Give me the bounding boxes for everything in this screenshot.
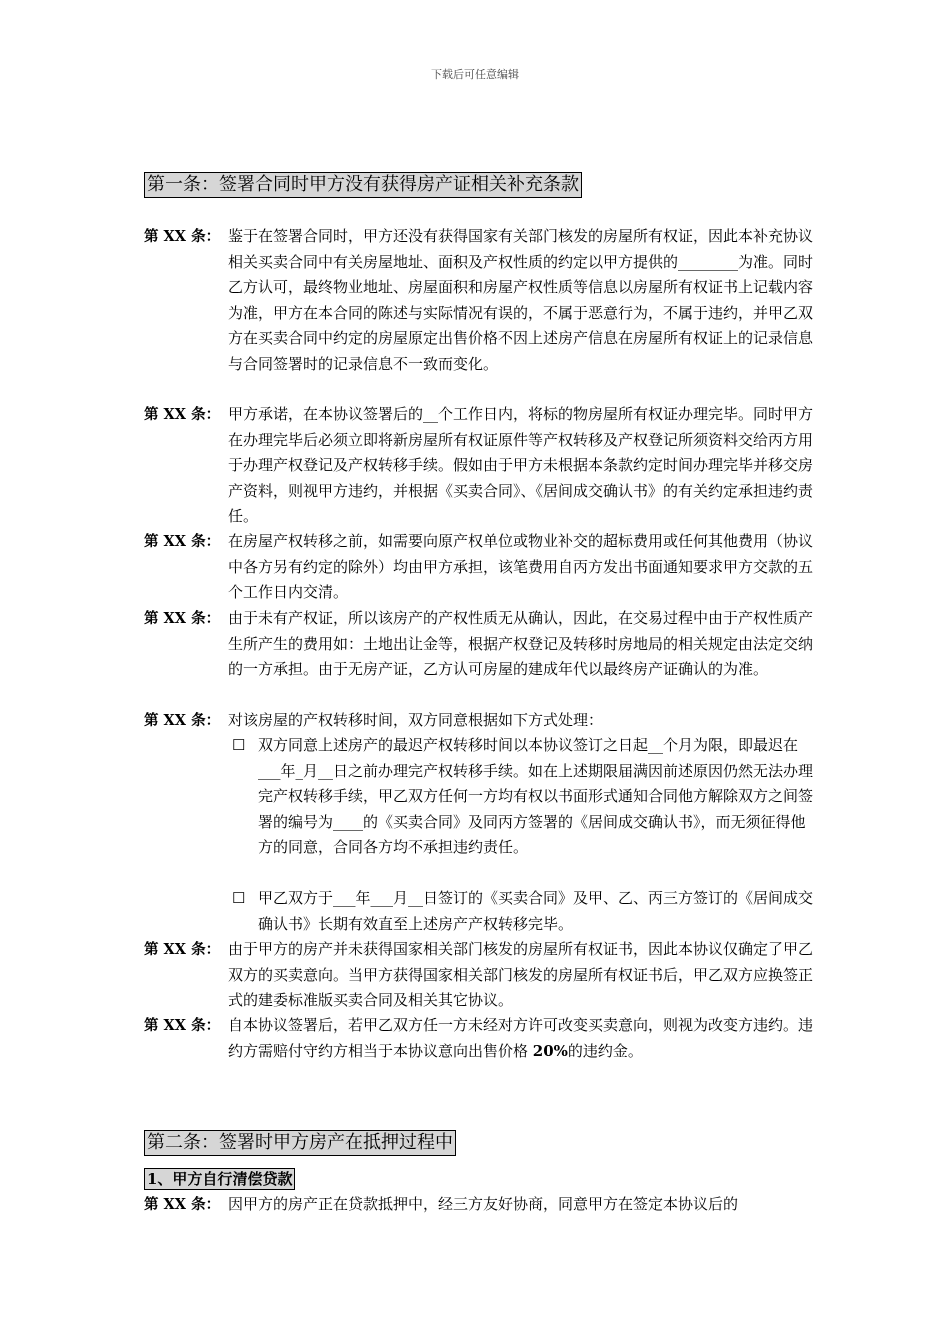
clause-text-part: 自本协议签署后，若甲乙双方任一方未经对方许可改变买卖意向，则视为改变方违约。违约方需赔付守约方相当于本协议意向出售价格 (228, 1016, 814, 1060)
checkbox-icon[interactable]: ☐ (232, 736, 246, 754)
clause-text-part: 的违约金。 (567, 1041, 643, 1060)
option-item (232, 886, 814, 937)
penalty-percentage: 20% (532, 1041, 568, 1060)
option-text: 双方同意上述房产的最迟产权转移时间以本协议签订之日起__个月为限，即最迟在___年_月__日之前办理完产权转移手续。如在上述期限届满因前述原因仍然无法办理完产权转移手续，甲乙双方任何一方均有权以书面形式通知合同他方解除双方之间签署的编号为____的《买卖合同》及同丙方签署的《居间成交确认书》，而无须征得他方的同意，合同各方均不承担违约责任。 (258, 736, 814, 856)
clause-label: 第 XX 条： (144, 712, 221, 729)
document-body (144, 172, 814, 1218)
clause (144, 402, 814, 529)
clause-label: 第 XX 条： (144, 1017, 221, 1034)
clause-label: 第 XX 条： (144, 610, 221, 627)
clause-text: 在房屋产权转移之前，如需要向原产权单位或物业补交的超标费用或任何其他费用（协议中各方另有约定的除外）均由甲方承担，该笔费用自丙方发出书面通知要求甲方交款的五个工作日内交清。 (228, 532, 814, 601)
option-text: 甲乙双方于___年___月__日签订的《买卖合同》及甲、乙、丙三方签订的《居间成交确认书》长期有效直至上述房产产权转移完毕。 (258, 889, 814, 933)
checkbox-icon[interactable]: ☐ (232, 889, 246, 907)
clause (144, 937, 814, 1013)
clause-text: 由于甲方的房产并未获得国家相关部门核发的房屋所有权证书，因此本协议仅确定了甲乙双方的买卖意向。当甲方获得国家相关部门核发的房屋所有权证书后，甲乙双方应换签正式的建委标准版买卖合同及相关其它协议。 (228, 940, 814, 1009)
clause-text: 因甲方的房产正在贷款抵押中，经三方友好协商，同意甲方在签定本协议后的 (228, 1195, 739, 1213)
clause-text (228, 1013, 814, 1064)
clause (144, 224, 814, 402)
clause-label: 第 XX 条： (144, 228, 221, 245)
clause (144, 529, 814, 606)
clause-text: 对该房屋的产权转移时间，双方同意根据如下方式处理： (228, 711, 604, 729)
clause-text: 甲方承诺，在本协议签署后的__个工作日内，将标的物房屋所有权证办理完毕。同时甲方在办理完毕后必须立即将新房屋所有权证原件等产权转移及产权登记所须资料交给丙方用于办理产权登记及产权转移手续。假如由于甲方未根据本条款约定时间办理完毕并移交房产资料，则视甲方违约，并根据《买卖合同》、《居间成交确认书》的有关约定承担违约责任。 (228, 405, 814, 525)
clause (144, 1192, 814, 1218)
clause-text: 由于未有产权证，所以该房产的产权性质无从确认，因此，在交易过程中由于产权性质产生所产生的费用如：土地出让金等，根据产权登记及转移时房地局的相关规定由法定交纳的一方承担。由于无房产证，乙方认可房屋的建成年代以最终房产证确认的为准。 (228, 609, 814, 678)
clause-label: 第 XX 条： (144, 941, 221, 958)
option-item (232, 733, 814, 886)
clause-label: 第 XX 条： (144, 1196, 221, 1213)
clause-label: 第 XX 条： (144, 533, 221, 550)
page-header: 下载后可任意编辑 (431, 68, 519, 81)
clause-text: 鉴于在签署合同时，甲方还没有获得国家有关部门核发的房屋所有权证，因此本补充协议相关买卖合同中有关房屋地址、面积及产权性质的约定以甲方提供的________为准。同时乙方认可，最终物业地址、房屋面积和房屋产权性质等信息以房屋所有权证书上记载内容为准，甲方在本合同的陈述与实际情况有误的，不属于恶意行为，不属于违约，并甲乙双方在买卖合同中约定的房屋原定出售价格不因上述房产信息在房屋所有权证上的记录信息与合同签署时的记录信息不一致而变化。 (228, 227, 814, 373)
clause (144, 606, 814, 708)
clause-label: 第 XX 条： (144, 406, 221, 423)
section-heading: 第二条：签署时甲方房产在抵押过程中 (144, 1130, 456, 1156)
section-heading: 第一条：签署合同时甲方没有获得房产证相关补充条款 (144, 172, 582, 198)
clause (144, 708, 814, 733)
sub-heading: 1、甲方自行清偿贷款 (144, 1168, 295, 1190)
clause (144, 1013, 814, 1064)
